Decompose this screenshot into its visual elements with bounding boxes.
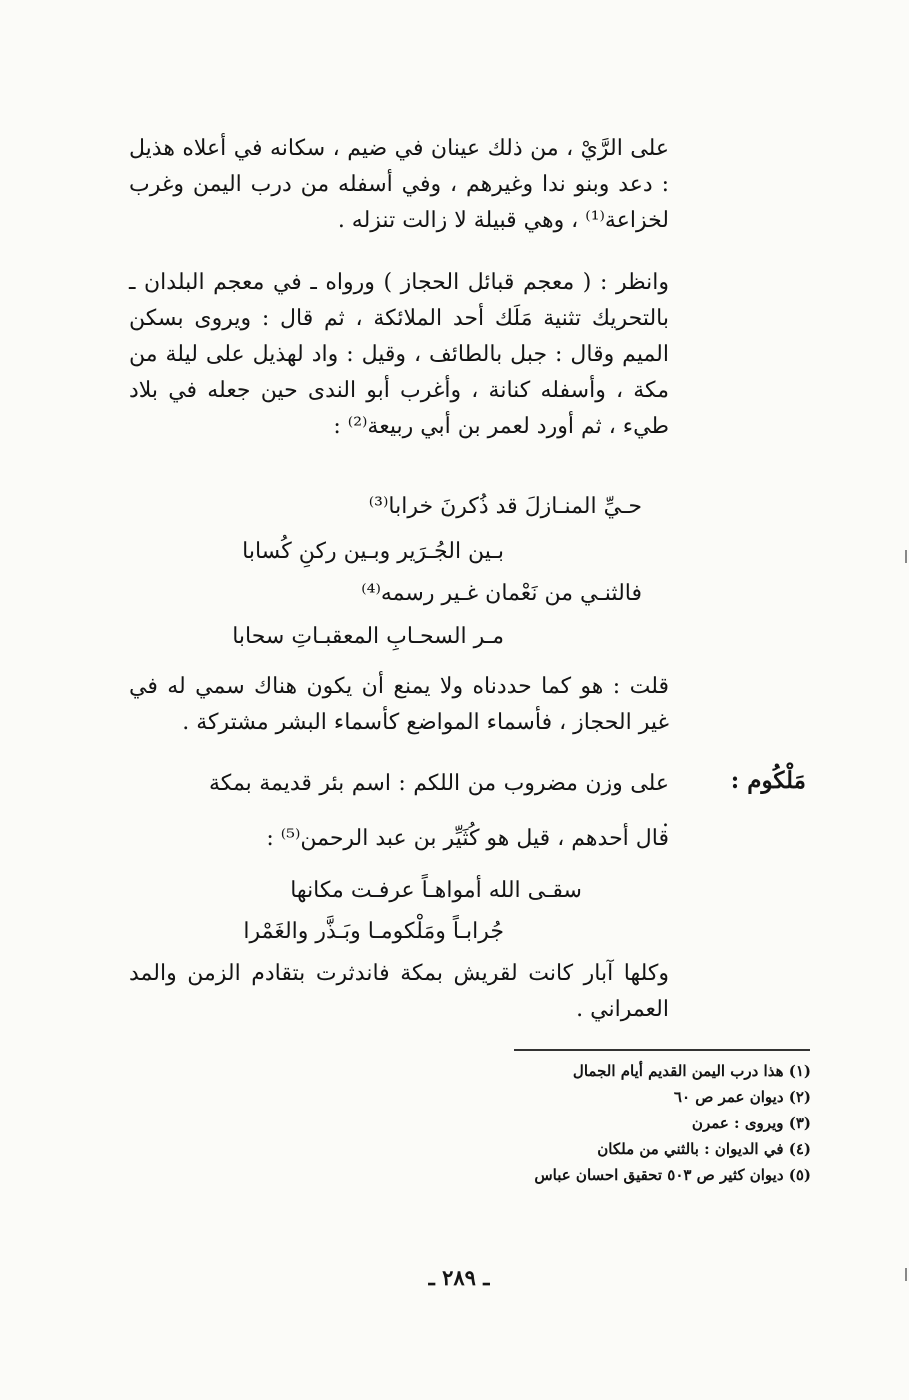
paragraph-3: قلت : هو كما حددناه ولا يمنع أن يكون هناك سمي له في غير الحجاز ، فأسماء المواضع كأسماء البشر مشتركة . [129,674,669,735]
poem-2-line-2: جُرابـاً ومَلْكومـا وبَـذَّر والغَمْرا [243,919,504,944]
footnote-2: (٢) ديوان عمر ص ٦٠ [673,1088,811,1106]
poem-1-line-4: مـر السحـابِ المعقبـاتِ سحابا [232,624,504,649]
footnote-3: (٣) ويروى : عمرن [691,1114,811,1132]
poem-1-line-2: بـين الجُـرَير وبـين ركنِ كُسابا [242,539,504,564]
footnote-separator [514,1049,810,1051]
footnote-1: (١) هذا درب اليمن القديم أيام الجمال [572,1062,811,1080]
page-number: ـ ٢٨٩ ـ [428,1265,490,1290]
paragraph-2: وانظر : ( معجم قبائل الحجاز ) ورواه ـ في معجم البلدان ـ بالتحريك تثنية مَلَك أحد الملائكة ، ثم قال : ويروى بسكن الميم وقال : جبل بالطائف ، وقيل : واد لهذيل على ليلة من مكة ، وأسفله كنانة ، وأغرب أبو الندى حين جعله في بلاد طيء ، ثم أورد لعمر بن أبي ربيعة⁽²⁾ : [129,270,669,439]
scan-mark [905,1268,907,1281]
entry-heading: مَلْكُوم : [730,767,806,794]
paragraph-4: على وزن مضروب من اللكم : اسم بئر قديمة بمكة . [209,771,669,832]
paragraph-6: وكلها آبار كانت لقريش بمكة فاندثرت بتقادم الزمن والمد العمراني . [129,961,669,1022]
paragraph-5: قال أحدهم ، قيل هو كُثَيِّر بن عبد الرحمن⁽⁵⁾ : [266,826,669,851]
paragraph-1: على الرَّيْ ، من ذلك عينان في ضيم ، سكانه في أعلاه هذيل : دعد وبنو ندا وغيرهم ، وفي أسفله من درب اليمن وغرب لخزاعة⁽¹⁾ ، وهي قبيلة لا زالت تنزله . [129,136,669,233]
scan-mark [905,550,907,563]
footnotes-list [391,1058,811,1188]
poem-1-line-1: حـيِّ المنـازلَ قد ذُكرنَ خرابا⁽³⁾ [368,494,642,519]
poem-1-line-3: فالثنـي من نَعْمان غـير رسمه⁽⁴⁾ [361,581,642,606]
footnote-4: (٤) في الديوان : بالثني من ملكان [597,1140,811,1158]
footnote-5: (٥) ديوان كثير ص ٥٠٣ تحقيق احسان عباس [534,1166,811,1184]
poem-2-line-1: سقـى الله أمواهـاً عرفـت مكانها [290,878,582,903]
